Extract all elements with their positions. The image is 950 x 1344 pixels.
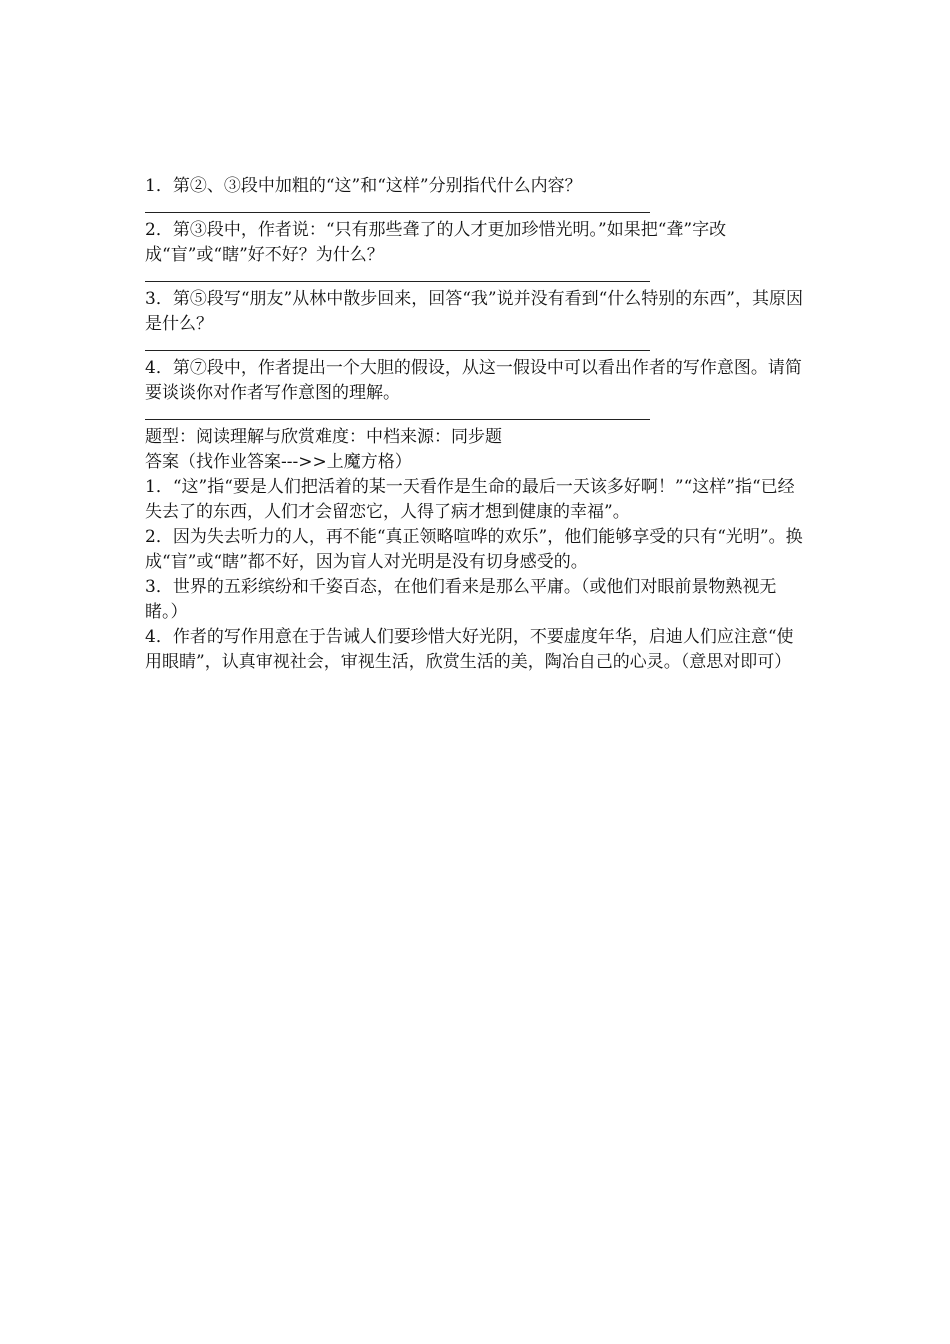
answer-4: 4．作者的写作用意在于告诫人们要珍惜大好光阴，不要虚度年华，启迪人们应注意“使用眼睛”，认真审视社会，审视生活，欣赏生活的美，陶冶自己的心灵。（意思对即可） <box>145 627 794 672</box>
answer-2: 2．因为失去听力的人，再不能“真正领略喧哗的欢乐”，他们能够享受的只有“光明”。换成“盲”或“瞎”都不好，因为盲人对光明是没有切身感受的。 <box>145 527 803 572</box>
question-2: 2．第③段中，作者说：“只有那些聋了的人才更加珍惜光明。”如果把“聋”字改成“盲”或“瞎”好不好？为什么？ <box>145 220 727 265</box>
question-1: 1．第②、③段中加粗的“这”和“这样”分别指代什么内容？ <box>145 176 582 196</box>
answer-line-1 <box>145 199 650 213</box>
answer-heading[interactable]: 答案（找作业答案--->>上魔方格） <box>145 452 412 472</box>
answer-block <box>145 475 810 675</box>
question-meta: 题型：阅读理解与欣赏难度：中档来源：同步题 <box>145 427 502 447</box>
document-body <box>145 174 810 675</box>
question-3: 3．第⑤段写“朋友”从林中散步回来，回答“我”说并没有看到“什么特别的东西”，其原因是什么？ <box>145 289 803 334</box>
answer-3: 3．世界的五彩缤纷和千姿百态，在他们看来是那么平庸。（或他们对眼前景物熟视无睹。） <box>145 577 777 622</box>
answer-line-4 <box>145 406 650 420</box>
answer-line-2 <box>145 268 650 282</box>
answer-line-3 <box>145 337 650 351</box>
question-4: 4．第⑦段中，作者提出一个大胆的假设，从这一假设中可以看出作者的写作意图。请简要谈谈你对作者写作意图的理解。 <box>145 358 802 403</box>
question-block <box>145 174 810 420</box>
answer-1: 1．“这”指“要是人们把活着的某一天看作是生命的最后一天该多好啊！”“这样”指“已经失去了的东西，人们才会留恋它，人得了病才想到健康的幸福”。 <box>145 477 795 522</box>
